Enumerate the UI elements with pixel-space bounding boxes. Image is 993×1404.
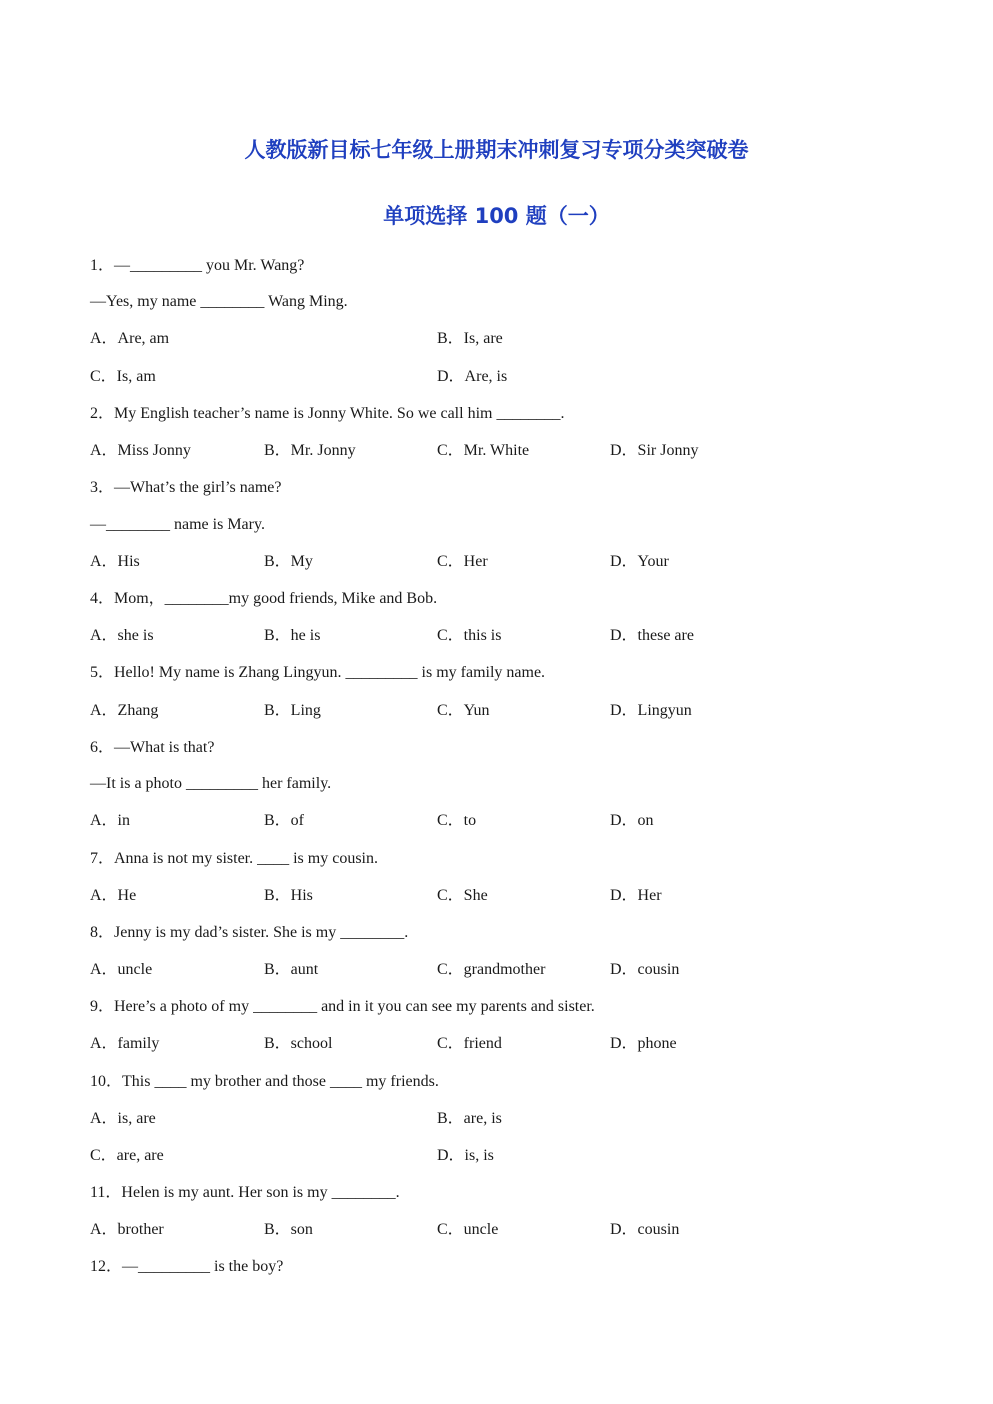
question-4-option-d[interactable]: D．these are <box>610 627 694 644</box>
question-4-option-c[interactable]: C．this is <box>437 627 502 644</box>
question-1-response: —Yes, my name ________ Wang Ming. <box>90 293 348 310</box>
question-1-option-a[interactable]: A．Are, am <box>90 330 170 347</box>
page-subtitle: 单项选择 100 题（一） <box>383 204 610 228</box>
question-7-option-a[interactable]: A．He <box>90 887 137 904</box>
question-3-option-b[interactable]: B．My <box>264 553 313 570</box>
question-3-option-d[interactable]: D．Your <box>610 553 669 570</box>
question-6-response: —It is a photo _________ her family. <box>90 775 332 792</box>
question-9-option-c[interactable]: C．friend <box>437 1035 502 1052</box>
question-2-option-d[interactable]: D．Sir Jonny <box>610 442 699 459</box>
question-8-option-c[interactable]: C．grandmother <box>437 961 546 978</box>
question-8-option-b[interactable]: B．aunt <box>264 961 319 978</box>
question-8-option-a[interactable]: A．uncle <box>90 961 153 978</box>
question-6-option-d[interactable]: D．on <box>610 812 654 829</box>
question-4-option-a[interactable]: A．she is <box>90 627 154 644</box>
question-2-stem: 2．My English teacher’s name is Jonny White. So we call him ________. <box>90 405 565 422</box>
question-9-stem: 9．Here’s a photo of my ________ and in it you can see my parents and sister. <box>90 998 595 1015</box>
question-5-stem: 5．Hello! My name is Zhang Lingyun. _________ is my family name. <box>90 664 546 681</box>
question-3-stem: 3．—What’s the girl’s name? <box>90 479 282 496</box>
question-9-option-a[interactable]: A．family <box>90 1035 160 1052</box>
question-7-option-c[interactable]: C．She <box>437 887 488 904</box>
question-10-stem: 10．This ____ my brother and those ____ my friends. <box>90 1073 439 1090</box>
question-11-option-a[interactable]: A．brother <box>90 1221 164 1238</box>
question-8-option-d[interactable]: D．cousin <box>610 961 680 978</box>
question-4-stem: 4．Mom，________my good friends, Mike and Bob. <box>90 590 438 607</box>
question-2-option-a[interactable]: A．Miss Jonny <box>90 442 191 459</box>
question-6-option-b[interactable]: B．of <box>264 812 305 829</box>
question-5-option-a[interactable]: A．Zhang <box>90 702 159 719</box>
question-10-option-a[interactable]: A．is, are <box>90 1110 156 1127</box>
question-2-option-b[interactable]: B．Mr. Jonny <box>264 442 356 459</box>
question-7-option-b[interactable]: B．His <box>264 887 313 904</box>
question-5-option-b[interactable]: B．Ling <box>264 702 321 719</box>
question-10-option-c[interactable]: C．are, are <box>90 1147 164 1164</box>
question-7-stem: 7．Anna is not my sister. ____ is my cousin. <box>90 850 379 867</box>
question-1-stem: 1．—_________ you Mr. Wang? <box>90 257 305 274</box>
question-3-option-c[interactable]: C．Her <box>437 553 488 570</box>
question-10-option-d[interactable]: D．is, is <box>437 1147 494 1164</box>
question-11-option-b[interactable]: B．son <box>264 1221 313 1238</box>
question-9-option-b[interactable]: B．school <box>264 1035 333 1052</box>
question-6-option-a[interactable]: A．in <box>90 812 131 829</box>
question-1-option-c[interactable]: C．Is, am <box>90 368 156 385</box>
question-5-option-d[interactable]: D．Lingyun <box>610 702 692 719</box>
question-11-stem: 11．Helen is my aunt. Her son is my ________. <box>90 1184 400 1201</box>
question-6-stem: 6．—What is that? <box>90 739 215 756</box>
question-11-option-d[interactable]: D．cousin <box>610 1221 680 1238</box>
question-3-response: —________ name is Mary. <box>90 516 265 533</box>
question-6-option-c[interactable]: C．to <box>437 812 477 829</box>
question-12-stem: 12．—_________ is the boy? <box>90 1258 284 1275</box>
question-5-option-c[interactable]: C．Yun <box>437 702 490 719</box>
question-9-option-d[interactable]: D．phone <box>610 1035 677 1052</box>
question-11-option-c[interactable]: C．uncle <box>437 1221 499 1238</box>
question-8-stem: 8．Jenny is my dad’s sister. She is my ________. <box>90 924 409 941</box>
question-1-option-d[interactable]: D．Are, is <box>437 368 508 385</box>
question-3-option-a[interactable]: A．His <box>90 553 140 570</box>
question-4-option-b[interactable]: B．he is <box>264 627 321 644</box>
question-10-option-b[interactable]: B．are, is <box>437 1110 502 1127</box>
question-7-option-d[interactable]: D．Her <box>610 887 662 904</box>
page-title: 人教版新目标七年级上册期末冲刺复习专项分类突破卷 <box>244 138 749 162</box>
question-1-option-b[interactable]: B．Is, are <box>437 330 503 347</box>
question-2-option-c[interactable]: C．Mr. White <box>437 442 530 459</box>
